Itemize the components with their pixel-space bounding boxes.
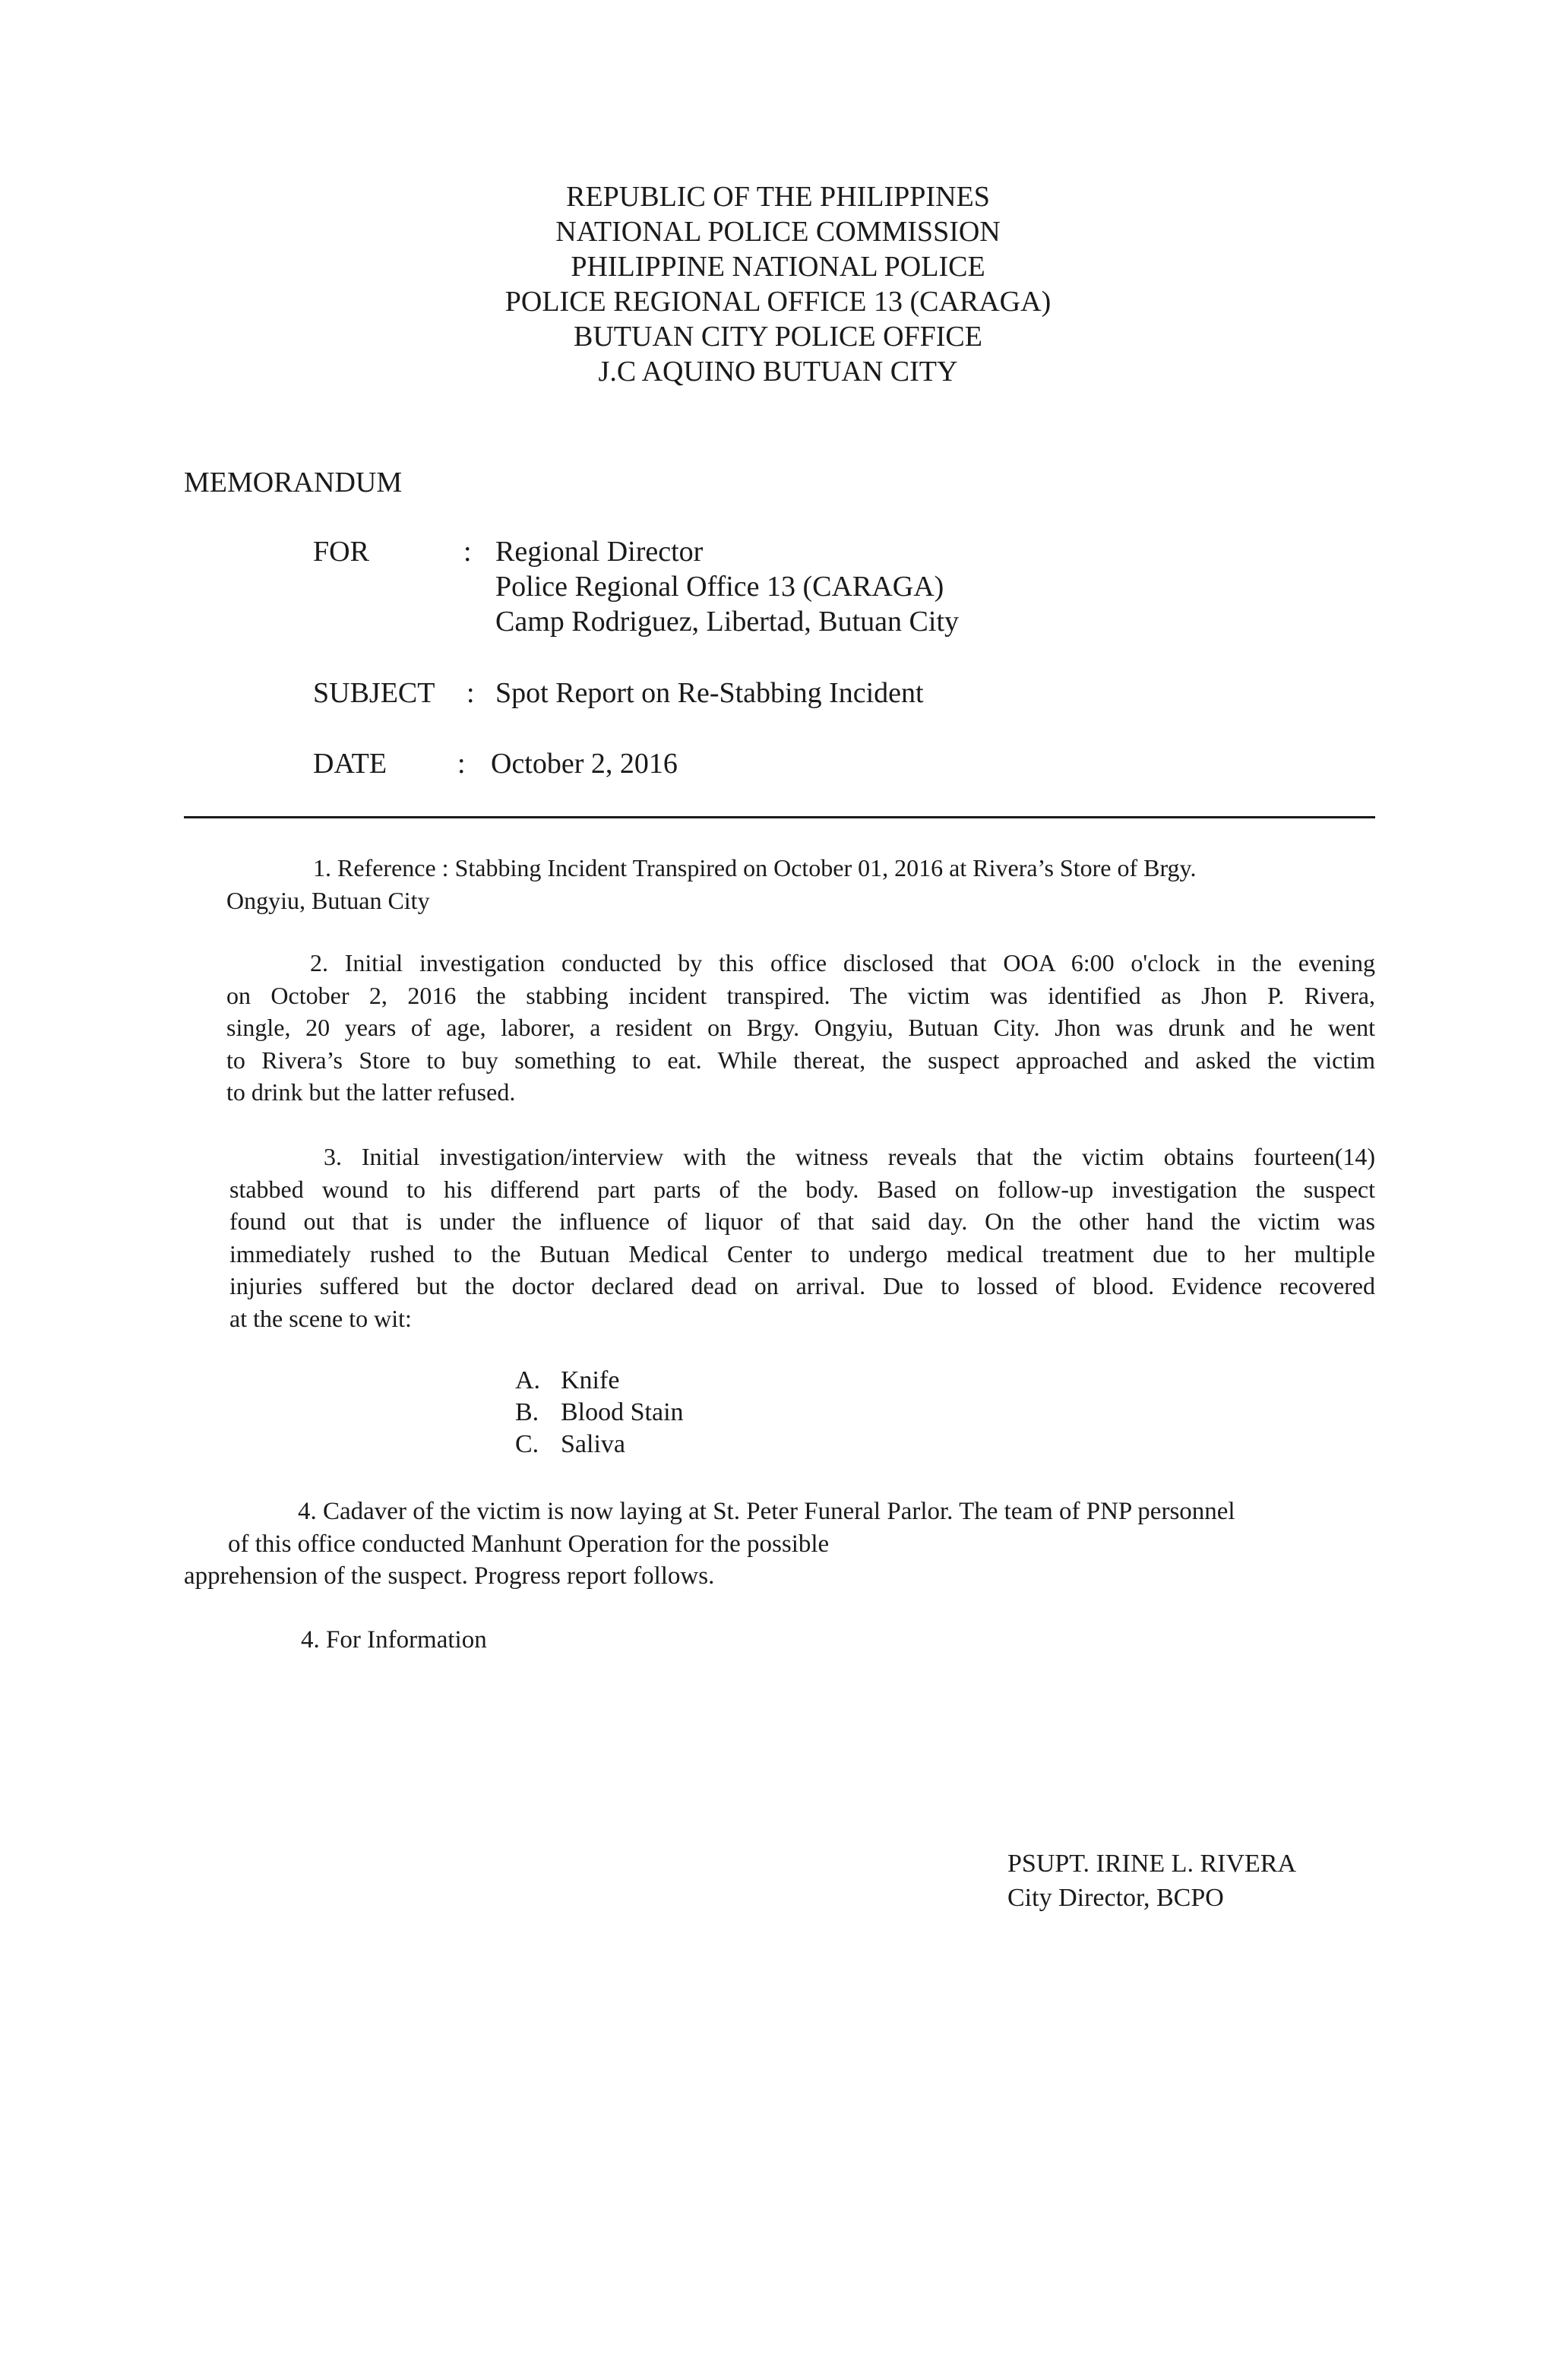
subject-value: Spot Report on Re-Stabbing Incident (495, 677, 924, 709)
paragraph-line: Ongyiu, Butuan City (226, 886, 430, 914)
signatory-name: PSUPT. IRINE L. RIVERA (1007, 1850, 1296, 1878)
list-item-marker: C. (515, 1430, 539, 1458)
paragraph-line: 4. For Information (301, 1626, 487, 1654)
paragraph-line: of this office conducted Manhunt Operation for the possible (228, 1530, 830, 1558)
paragraph-line: 3. Initial investigation/interview with the witness reveals that the victim obtains fourteen(14) (324, 1143, 1375, 1170)
for-line-1: Regional Director (495, 536, 704, 568)
letterhead-line-5: BUTUAN CITY POLICE OFFICE (574, 321, 982, 353)
subject-colon: : (466, 677, 475, 709)
for-label: FOR (313, 536, 369, 568)
list-item (515, 1429, 684, 1461)
memo-title: MEMORANDUM (184, 467, 403, 498)
letterhead-line-3: PHILIPPINE NATIONAL POLICE (571, 251, 985, 283)
paragraph-information (301, 1624, 909, 1657)
list-item-text: Saliva (561, 1430, 625, 1458)
letterhead-line-2: NATIONAL POLICE COMMISSION (555, 216, 1001, 248)
date-colon: : (457, 748, 466, 780)
paragraph-line: to Rivera’s Store to buy something to eat. While thereat, the suspect approached and asked the victim (226, 1046, 1375, 1074)
list-item-text: Knife (561, 1366, 620, 1394)
date-label: DATE (313, 748, 387, 780)
list-item-marker: A. (515, 1366, 541, 1394)
letterhead-line-6: J.C AQUINO BUTUAN CITY (598, 356, 958, 388)
list-item-text: Blood Stain (561, 1398, 684, 1426)
paragraph-cadaver (184, 1495, 1375, 1593)
evidence-list (515, 1365, 684, 1461)
subject-label: SUBJECT (313, 677, 435, 709)
for-line-3: Camp Rodriguez, Libertad, Butuan City (495, 606, 960, 638)
paragraph-line: apprehension of the suspect. Progress report follows. (184, 1562, 715, 1590)
for-value (495, 534, 959, 639)
paragraph-line: to drink but the latter refused. (226, 1078, 516, 1106)
list-item (515, 1397, 684, 1429)
for-line-2: Police Regional Office 13 (CARAGA) (495, 571, 944, 603)
paragraph-line: found out that is under the influence of liquor of that said day. On the other hand the victim was (229, 1207, 1375, 1235)
letterhead (0, 179, 1556, 389)
paragraph-line: immediately rushed to the Butuan Medical Center to undergo medical treatment due to her multiple (229, 1239, 1375, 1268)
paragraph-line: single, 20 years of age, laborer, a resident on Brgy. Ongyiu, Butuan City. Jhon was drunk and he went (226, 1014, 1375, 1041)
signature-block (1007, 1847, 1296, 1915)
paragraph-investigation (226, 947, 1375, 1109)
date-value: October 2, 2016 (491, 748, 678, 780)
for-colon: : (463, 536, 472, 568)
paragraph-witness (229, 1141, 1375, 1334)
paragraph-line: 4. Cadaver of the victim is now laying at St. Peter Funeral Parlor. The team of PNP personnel (298, 1498, 1235, 1525)
paragraph-line: 1. Reference : Stabbing Incident Transpired on October 01, 2016 at Rivera’s Store of Brgy. (313, 854, 1197, 881)
paragraph-line: 2. Initial investigation conducted by this office disclosed that OOA 6:00 o'clock in the evening (310, 949, 1375, 976)
letterhead-line-4: POLICE REGIONAL OFFICE 13 (CARAGA) (504, 286, 1052, 318)
paragraph-line: at the scene to wit: (229, 1304, 412, 1332)
paragraph-line: injuries suffered but the doctor declared dead on arrival. Due to lossed of blood. Evidence recovered (229, 1272, 1375, 1299)
paragraph-line: on October 2, 2016 the stabbing incident transpired. The victim was identified as Jhon P. Rivera, (226, 981, 1375, 1009)
header-divider (184, 816, 1375, 818)
list-item-marker: B. (515, 1398, 539, 1426)
letterhead-line-1: REPUBLIC OF THE PHILIPPINES (566, 181, 990, 213)
paragraph-line: stabbed wound to his differend part parts of the body. Based on follow-up investigation the suspect (229, 1175, 1375, 1203)
paragraph-reference (226, 852, 1358, 916)
list-item (515, 1365, 684, 1397)
signatory-title: City Director, BCPO (1007, 1884, 1224, 1912)
